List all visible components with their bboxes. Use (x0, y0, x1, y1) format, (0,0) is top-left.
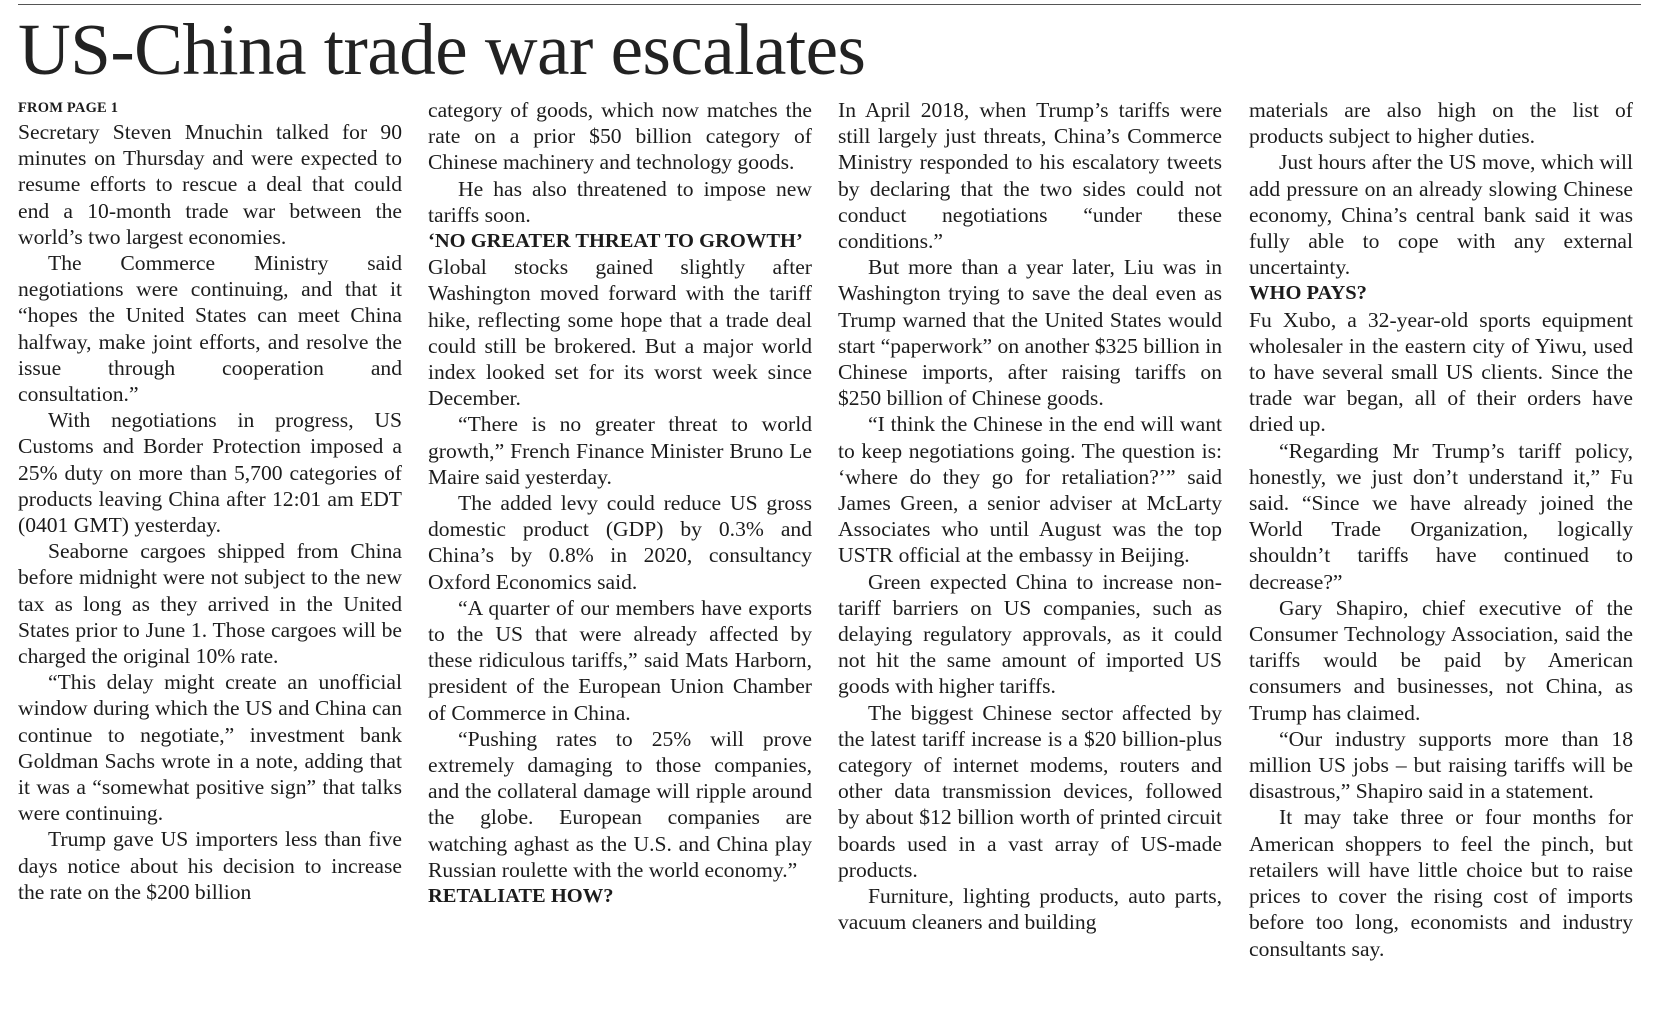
headline: US-China trade war escalates (18, 9, 866, 90)
paragraph: materials are also high on the list of products subject to higher duties. (1249, 98, 1633, 149)
kicker-from-page: FROM PAGE 1 (18, 100, 119, 116)
subheading-who-pays: WHO PAYS? (1249, 282, 1367, 305)
paragraph: Secretary Steven Mnuchin talked for 90 minutes on Thursday and were expected to resume efforts to rescue a deal that could end a 10-month trade war between the world’s two largest economies. (18, 120, 402, 249)
subheading-no-greater-threat: ‘NO GREATER THREAT TO GROWTH’ (428, 230, 803, 253)
paragraph: Fu Xubo, a 32-year-old sports equipment wholesaler in the eastern city of Yiwu, used to have several small US clients. Since the trade war began, all of their orders have dried up. (1249, 307, 1633, 437)
paragraph: It may take three or four months for American shoppers to feel the pinch, but retailers will have little choice but to raise prices to cover the rising cost of imports before too long, economists and industry consultants say. (1249, 805, 1633, 961)
paragraph: Trump gave US importers less than five days notice about his decision to increase the rate on the $200 billion (18, 827, 402, 904)
paragraph: Seaborne cargoes shipped from China before midnight were not subject to the new tax as long as they arrived in the United States prior to June 1. Those cargoes will be charged the original 10% rate. (18, 539, 402, 669)
paragraph: category of goods, which now matches the rate on a prior $50 billion category of Chinese machinery and technology goods. (428, 98, 812, 175)
paragraph: Global stocks gained slightly after Washington moved forward with the tariff hike, reflecting some hope that a trade deal could still be brokered. But a major world index looked set for its worst week since December. (428, 255, 812, 411)
paragraph: “Pushing rates to 25% will prove extremely damaging to those companies, and the collateral damage will ripple around the globe. European companies are watching aghast as the U.S. and China play Russian roulette with the world economy.” (428, 726, 812, 882)
article-column-1 (18, 97, 402, 1013)
paragraph: Green expected China to increase non-tariff barriers on US companies, such as delaying regulatory approvals, as it could not hit the same amount of imported US goods with higher tariffs. (838, 569, 1222, 699)
paragraph: But more than a year later, Liu was in Washington trying to save the deal even as Trump warned that the United States would start “paperwork” on another $325 billion in Chinese imports, after raising tariffs on $250 billion of Chinese goods. (838, 255, 1222, 411)
paragraph: “A quarter of our members have exports to the US that were already affected by these ridiculous tariffs,” said Mats Harborn, president of the European Union Chamber of Commerce in China. (428, 595, 812, 725)
paragraph: “Our industry supports more than 18 million US jobs – but raising tariffs will be disastrous,” Shapiro said in a statement. (1249, 726, 1633, 804)
paragraph: With negotiations in progress, US Customs and Border Protection imposed a 25% duty on more than 5,700 categories of products leaving China after 12:01 am EDT (0401 GMT) yesterday. (18, 408, 402, 538)
paragraph: Furniture, lighting products, auto parts, vacuum cleaners and building (838, 884, 1222, 935)
subheading-retaliate-how: RETALIATE HOW? (428, 885, 614, 908)
article-column-4 (1249, 97, 1633, 1013)
paragraph: “This delay might create an unofficial window during which the US and China can continue to negotiate,” investment bank Goldman Sachs wrote in a note, adding that it was a “somewhat positive sign” that talks were continuing. (18, 670, 402, 826)
paragraph: The added levy could reduce US gross domestic product (GDP) by 0.3% and China’s by 0.8% in 2020, consultancy Oxford Economics said. (428, 491, 812, 594)
paragraph: In April 2018, when Trump’s tariffs were still largely just threats, China’s Commerce Ministry responded to his escalatory tweets by declaring that the two sides could not conduct negotiations “under these conditions.” (838, 98, 1222, 254)
paragraph: “Regarding Mr Trump’s tariff policy, honestly, we just don’t understand it,” Fu said. “Since we have already joined the World Trade Organization, logically shouldn’t tariffs have continued to decrease?” (1249, 438, 1633, 594)
paragraph: Gary Shapiro, chief executive of the Consumer Technology Association, said the tariffs would be paid by American consumers and businesses, not China, as Trump has claimed. (1249, 595, 1633, 725)
paragraph: Just hours after the US move, which will add pressure on an already slowing Chinese economy, China’s central bank said it was fully able to cope with any external uncertainty. (1249, 150, 1633, 280)
paragraph: The Commerce Ministry said negotiations were continuing, and that it “hopes the United States can meet China halfway, make joint efforts, and resolve the issue through cooperation and consultation.” (18, 251, 402, 407)
article-column-2 (428, 97, 812, 1013)
paragraph: The biggest Chinese sector affected by the latest tariff increase is a $20 billion-plus category of internet modems, routers and other data transmission devices, followed by about $12 billion worth of printed circuit boards used in a vast array of US-made products. (838, 700, 1222, 882)
top-rule (18, 4, 1641, 5)
article-column-3 (838, 97, 1222, 1013)
paragraph: “There is no greater threat to world growth,” French Finance Minister Bruno Le Maire said yesterday. (428, 412, 812, 489)
paragraph: “I think the Chinese in the end will want to keep negotiations going. The question is: ‘where do they go for retaliation?’” said James Green, a senior adviser at McLarty Associates who until August was the top USTR official at the embassy in Beijing. (838, 412, 1222, 568)
paragraph: He has also threatened to impose new tariffs soon. (428, 176, 812, 227)
